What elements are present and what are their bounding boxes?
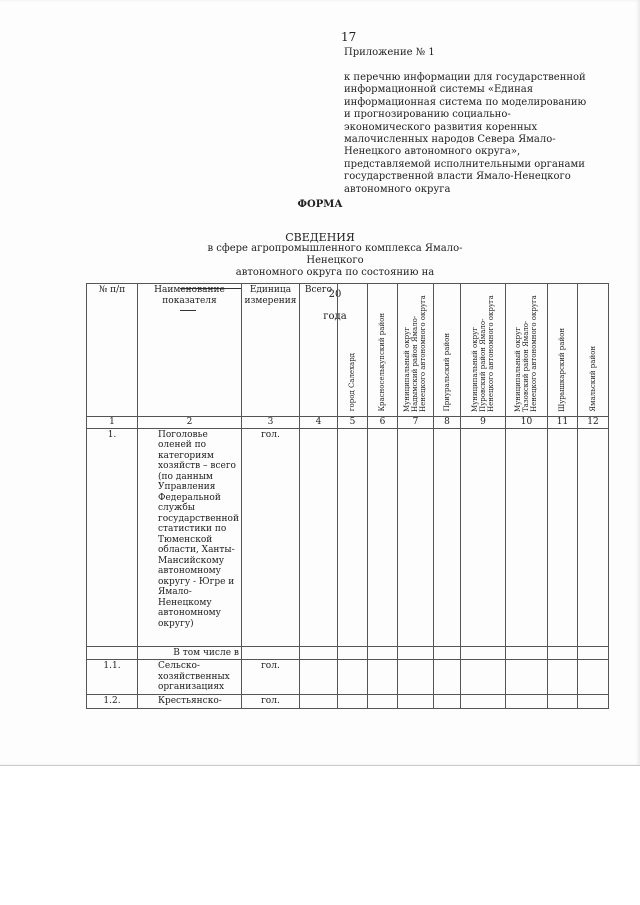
svedenia-line-2-c: года — [323, 311, 347, 322]
data-cell[interactable] — [505, 660, 547, 695]
data-cell[interactable] — [367, 694, 397, 708]
data-cell[interactable] — [577, 428, 608, 646]
column-number-row — [87, 417, 609, 429]
data-cell[interactable] — [397, 428, 433, 646]
table-row — [87, 660, 609, 695]
row-unit: гол. — [241, 694, 299, 708]
column-number: 5 — [337, 417, 367, 429]
header-num: № п/п — [87, 284, 138, 417]
column-number: 2 — [138, 417, 242, 429]
data-cell[interactable] — [337, 428, 367, 646]
header-district — [367, 284, 397, 417]
header-name: Наименование показателя — [138, 284, 242, 417]
data-cell[interactable] — [547, 694, 577, 708]
data-cell[interactable] — [299, 660, 337, 695]
header-district — [433, 284, 460, 417]
data-cell[interactable] — [299, 646, 337, 660]
header-district-label: Шурышкарский район — [558, 327, 567, 412]
row-num — [87, 646, 138, 660]
appendix-title: Приложение № 1 — [344, 47, 435, 58]
data-cell[interactable] — [505, 646, 547, 660]
header-row — [87, 284, 609, 417]
row-name: Поголовье оленей по категориям хозяйств – всего (по данным Управления Федеральной службы государственной статистики по Тюменской области, Ханты-Мансийскому автономному округу - Югре и Ямало-Ненецкому автономному округу) — [138, 428, 242, 646]
column-number: 10 — [505, 417, 547, 429]
table-row — [87, 694, 609, 708]
row-name: Крестьянско- — [138, 694, 242, 708]
header-district — [460, 284, 505, 417]
data-cell[interactable] — [547, 660, 577, 695]
column-number: 3 — [241, 417, 299, 429]
data-cell[interactable] — [505, 694, 547, 708]
header-district — [337, 284, 367, 417]
header-unit: Единица измерения — [241, 284, 299, 417]
header-district-label: город Салехард — [348, 353, 357, 412]
header-district — [577, 284, 608, 417]
data-cell[interactable] — [433, 660, 460, 695]
header-district — [397, 284, 433, 417]
column-number: 8 — [433, 417, 460, 429]
data-cell[interactable] — [397, 646, 433, 660]
header-district — [547, 284, 577, 417]
data-cell[interactable] — [577, 646, 608, 660]
header-district-label: Красноселькупский район — [378, 313, 387, 412]
table-row — [87, 428, 609, 646]
data-cell[interactable] — [397, 694, 433, 708]
data-cell[interactable] — [337, 660, 367, 695]
header-district-label: Муниципальный округ Надымский район Ямало-Ненецкого автономного округа — [403, 294, 428, 412]
header-district — [505, 284, 547, 417]
data-cell[interactable] — [547, 646, 577, 660]
data-cell[interactable] — [433, 646, 460, 660]
row-num: 1.2. — [87, 694, 138, 708]
row-name: В том числе в — [138, 646, 242, 660]
header-district-label: Муниципальный округ Тазовский район Ямало-Ненецкого автономного округа — [514, 294, 539, 412]
data-cell[interactable] — [337, 646, 367, 660]
data-cell[interactable] — [505, 428, 547, 646]
column-number: 6 — [367, 417, 397, 429]
svedenia-line-2-a: автономного округа по состоянию на — [235, 267, 435, 278]
svedenia-line-2-b: 20 — [328, 289, 342, 300]
header-district-label: Ямальский район — [588, 345, 597, 412]
data-cell[interactable] — [433, 428, 460, 646]
column-number: 11 — [547, 417, 577, 429]
table-row — [87, 646, 609, 660]
data-cell[interactable] — [397, 660, 433, 695]
data-cell[interactable] — [577, 694, 608, 708]
data-cell[interactable] — [433, 694, 460, 708]
data-cell[interactable] — [460, 660, 505, 695]
svedenia-title: СВЕДЕНИЯ — [285, 231, 355, 244]
data-cell[interactable] — [460, 694, 505, 708]
row-name: Сельско-хозяйственных организациях — [138, 660, 242, 695]
form-title: ФОРМА — [297, 199, 343, 210]
data-cell[interactable] — [367, 646, 397, 660]
page-number: 17 — [341, 30, 357, 44]
data-cell[interactable] — [460, 646, 505, 660]
row-unit — [241, 646, 299, 660]
svedenia-line-1: в сфере агропромышленного комплекса Ямало-Ненецкого — [207, 243, 463, 266]
header-district-label: Муниципальный округ Пуровский район Ямало-Ненецкого автономного округа — [470, 294, 495, 412]
row-num: 1.1. — [87, 660, 138, 695]
data-cell[interactable] — [337, 694, 367, 708]
data-cell[interactable] — [367, 428, 397, 646]
data-cell[interactable] — [547, 428, 577, 646]
data-cell[interactable] — [460, 428, 505, 646]
column-number: 4 — [299, 417, 337, 429]
header-total: Всего — [299, 284, 337, 417]
row-unit: гол. — [241, 660, 299, 695]
form-table — [86, 283, 609, 709]
row-num: 1. — [87, 428, 138, 646]
header-district-label: Приуральский район — [442, 333, 451, 412]
row-unit: гол. — [241, 428, 299, 646]
column-number: 12 — [577, 417, 608, 429]
data-cell[interactable] — [299, 694, 337, 708]
appendix-text: к перечню информации для государственной информационной системы «Единая информационная система по моделированию и прогнозированию социально-экономического развития коренных малочисленных народов Севера Ямало-Ненецкого автономного округа», представляемой исполнительными органами государственной власти Ямало-Ненецкого автономного округа — [344, 72, 587, 195]
data-cell[interactable] — [299, 428, 337, 646]
column-number: 9 — [460, 417, 505, 429]
data-cell[interactable] — [577, 660, 608, 695]
column-number: 1 — [87, 417, 138, 429]
data-cell[interactable] — [367, 660, 397, 695]
column-number: 7 — [397, 417, 433, 429]
